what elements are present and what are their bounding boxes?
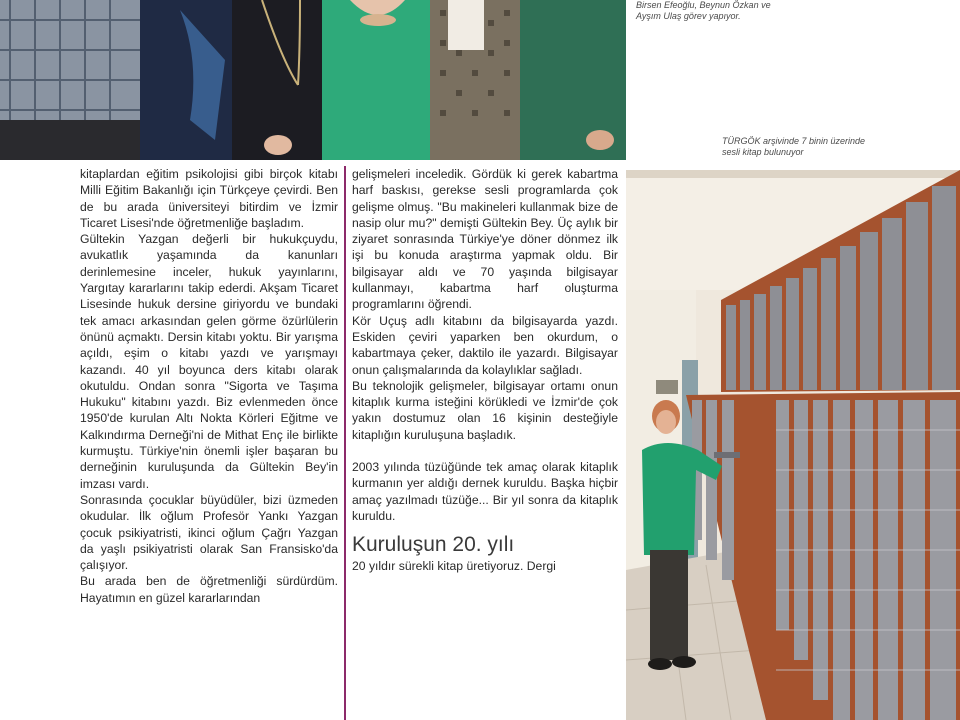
column-divider <box>344 166 346 720</box>
paragraph: Bu teknolojik gelişmeler, bilgisayar ortamı onun kitaplık kurma isteğini körükledi ve İzmir'de çok yakın dostumuz olan 16 kişinin desteğiyle kitaplığın kuruluşuna başladık. <box>352 378 618 442</box>
text-column-middle <box>352 166 618 575</box>
paragraph: kitaplardan eğitim psikolojisi gibi birçok kitabı Milli Eğitim Bakanlığı için Türkçeye çevirdi. Ben de bu arada üniversiteyi bitirdim ve İzmir Ticaret Lisesi'nde öğretmenliğe başladım. <box>80 167 338 230</box>
section-heading: Kuruluşun 20. yılı <box>352 533 515 557</box>
paragraph: gelişmeleri inceledik. Gördük ki gerek kabartma harf baskısı, gerekse sesli programlarda çok gelişme olmuş. "Bu makineleri kullanmak bize de nasip olur mu?" demişti Gültekin Bey. Üç aylık bir ziyaret sonrasında Türkiye'ye döner dönmez ilk işi bu konuda araştırma yapmak oldu. Bir bilgisayar aldı ve 70 yaşında bilgisayar kullanmayı, kabartma harf oluşturma programlarını öğrendi. <box>352 167 618 312</box>
paragraph: Bu arada ben de öğretmenliği sürdürdüm. Hayatımın en güzel kararlarından <box>80 574 338 605</box>
group-photo <box>0 0 626 160</box>
archive-photo <box>626 170 960 720</box>
paragraph: 2003 yılında tüzüğünde tek amaç olarak kitaplık kurmanın yer aldığı dernek kuruldu. Başka hiçbir amaç yazılmadı tüzüğe... Bir yıl sonra da kitaplık kuruldu. <box>352 460 618 523</box>
paragraph: Kör Uçuş adlı kitabını da bilgisayarda yazdı. Eskiden çeviri yaparken ben okurdum, o kabartmaya çeker, daktilo ile yazardı. Bilgisayar onun çalışmalarında da kolaylıklar sağladı. <box>352 313 618 377</box>
top-photo-caption: Birsen Efeoğlu, Beynun Özkan ve Ayşım Ulaş görev yapıyor. <box>636 0 771 21</box>
right-photo-caption: TÜRGÖK arşivinde 7 binin üzerinde sesli kitap bulunuyor <box>722 136 866 157</box>
paragraph: Sonrasında çocuklar büyüdüler, bizi üzmeden okudular. İlk oğlum Profesör Yankı Yazgan çocuk psikiyatristi, ikinci oğlum Çağrı Yazgan da yaşlı psikiyatristi olarak San Fransisko'da çalışıyor. <box>80 492 338 573</box>
paragraph: Gültekin Yazgan değerli bir hukukçuydu, avukatlık yaşamında da kanunları derinlemesine inceler, hukuk yayınlarını, Yargıtay kararlarını takip ederdi. Akşam Ticaret Lisesinde hukuk dersine giriyordu ve bundaki tek amacı arkasından gelen görme özürlülerin önünü açmaktı. Dersin kitabı yoktu. Bir yarışma açıldı, eşim o kitabı yazdı ve yarışmayı kazandı. 40 yıl boyunca ders kitabı olarak okutuldu. Ondan sonra "Sigorta ve Taşıma Hukuku" kitabını yazdı. Biz evlenmeden önce 1950'de kurulan Altı Nokta Körleri Eğitme ve Kalkındırma Derneği'ni de Mithat Enç ile birlikte kurmuştu. Türkiye'nin önemli işler başaran bu derneğinin kuruluşunda da Gültekin Bey'in imzası vardı. <box>80 232 338 491</box>
text-column-left <box>80 166 338 606</box>
paragraph: 20 yıldır sürekli kitap üretiyoruz. Dergi <box>352 559 556 574</box>
